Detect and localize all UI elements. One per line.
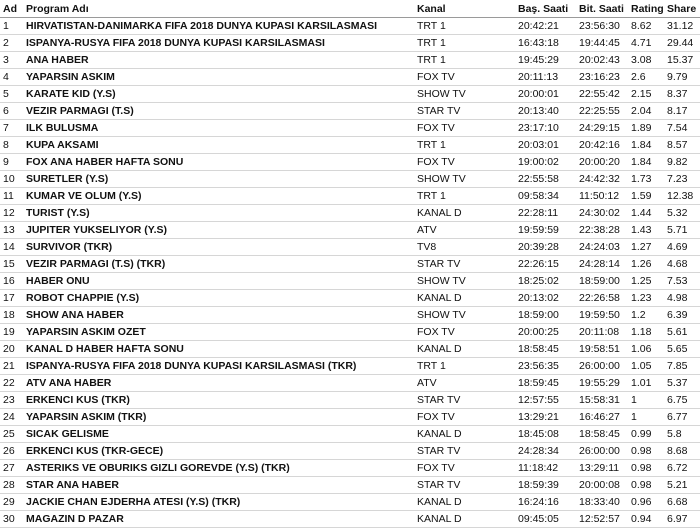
share-cell: 5.21 — [665, 477, 700, 494]
channel-cell: TRT 1 — [415, 358, 516, 375]
end-time-cell: 15:58:31 — [577, 392, 629, 409]
table-row — [0, 477, 700, 494]
end-time-cell: 19:58:51 — [577, 341, 629, 358]
start-time-cell: 22:28:11 — [516, 205, 577, 222]
rank-cell: 22 — [0, 375, 24, 392]
channel-cell: STAR TV — [415, 443, 516, 460]
table-row — [0, 511, 700, 528]
rank-cell: 2 — [0, 35, 24, 52]
start-time-cell: 18:58:45 — [516, 341, 577, 358]
rank-cell: 3 — [0, 52, 24, 69]
start-time-cell: 12:57:55 — [516, 392, 577, 409]
end-time-cell: 11:50:12 — [577, 188, 629, 205]
share-cell: 12.38 — [665, 188, 700, 205]
channel-cell: FOX TV — [415, 154, 516, 171]
share-cell: 7.23 — [665, 171, 700, 188]
end-time-cell: 19:44:45 — [577, 35, 629, 52]
share-cell: 9.82 — [665, 154, 700, 171]
share-cell: 5.65 — [665, 341, 700, 358]
rating-cell: 1.05 — [629, 358, 665, 375]
program-cell: JACKIE CHAN EJDERHA ATESI (Y.S) (TKR) — [24, 494, 415, 511]
header-row — [0, 0, 700, 18]
rank-cell: 9 — [0, 154, 24, 171]
channel-cell: KANAL D — [415, 341, 516, 358]
start-time-cell: 24:28:34 — [516, 443, 577, 460]
share-cell: 5.32 — [665, 205, 700, 222]
rating-cell: 0.94 — [629, 511, 665, 528]
rank-cell: 7 — [0, 120, 24, 137]
rank-cell: 13 — [0, 222, 24, 239]
channel-cell: FOX TV — [415, 324, 516, 341]
end-time-cell: 24:42:32 — [577, 171, 629, 188]
header-program[interactable]: Program Adı — [24, 0, 415, 18]
program-cell: VEZIR PARMAGI (T.S) — [24, 103, 415, 120]
end-time-cell: 24:24:03 — [577, 239, 629, 256]
program-cell: SURVIVOR (TKR) — [24, 239, 415, 256]
share-cell: 4.98 — [665, 290, 700, 307]
header-end-time[interactable]: Bit. Saati — [577, 0, 629, 18]
program-cell: ISPANYA-RUSYA FIFA 2018 DUNYA KUPASI KARSILASMASI (TKR) — [24, 358, 415, 375]
rank-cell: 23 — [0, 392, 24, 409]
share-cell: 5.8 — [665, 426, 700, 443]
rank-cell: 28 — [0, 477, 24, 494]
rating-cell: 4.71 — [629, 35, 665, 52]
table-row — [0, 120, 700, 137]
start-time-cell: 20:39:28 — [516, 239, 577, 256]
rating-cell: 1.89 — [629, 120, 665, 137]
rating-cell: 1.59 — [629, 188, 665, 205]
table-row — [0, 256, 700, 273]
share-cell: 6.68 — [665, 494, 700, 511]
rating-cell: 1.01 — [629, 375, 665, 392]
program-cell: ISPANYA-RUSYA FIFA 2018 DUNYA KUPASI KARSILASMASI — [24, 35, 415, 52]
share-cell: 7.85 — [665, 358, 700, 375]
channel-cell: TRT 1 — [415, 52, 516, 69]
table-row — [0, 324, 700, 341]
start-time-cell: 11:18:42 — [516, 460, 577, 477]
end-time-cell: 20:00:08 — [577, 477, 629, 494]
channel-cell: FOX TV — [415, 460, 516, 477]
channel-cell: TRT 1 — [415, 188, 516, 205]
channel-cell: ATV — [415, 222, 516, 239]
program-cell: ERKENCI KUS (TKR) — [24, 392, 415, 409]
program-cell: ERKENCI KUS (TKR-GECE) — [24, 443, 415, 460]
end-time-cell: 24:28:14 — [577, 256, 629, 273]
channel-cell: FOX TV — [415, 409, 516, 426]
channel-cell: STAR TV — [415, 103, 516, 120]
rank-cell: 29 — [0, 494, 24, 511]
table-row — [0, 18, 700, 35]
channel-cell: KANAL D — [415, 426, 516, 443]
program-cell: VEZIR PARMAGI (T.S) (TKR) — [24, 256, 415, 273]
start-time-cell: 20:00:01 — [516, 86, 577, 103]
end-time-cell: 18:58:45 — [577, 426, 629, 443]
rank-cell: 18 — [0, 307, 24, 324]
program-cell: ROBOT CHAPPIE (Y.S) — [24, 290, 415, 307]
rank-cell: 26 — [0, 443, 24, 460]
start-time-cell: 18:59:39 — [516, 477, 577, 494]
program-cell: ASTERIKS VE OBURIKS GIZLI GOREVDE (Y.S) (TKR) — [24, 460, 415, 477]
rating-cell: 3.08 — [629, 52, 665, 69]
table-row — [0, 69, 700, 86]
share-cell: 7.53 — [665, 273, 700, 290]
rating-cell: 1.84 — [629, 137, 665, 154]
end-time-cell: 12:52:57 — [577, 511, 629, 528]
rank-cell: 17 — [0, 290, 24, 307]
program-cell: YAPARSIN ASKIM — [24, 69, 415, 86]
end-time-cell: 18:33:40 — [577, 494, 629, 511]
program-cell: TURIST (Y.S) — [24, 205, 415, 222]
table-header — [0, 0, 700, 18]
program-cell: HABER ONU — [24, 273, 415, 290]
rank-cell: 1 — [0, 18, 24, 35]
start-time-cell: 18:45:08 — [516, 426, 577, 443]
table-row — [0, 205, 700, 222]
channel-cell: SHOW TV — [415, 86, 516, 103]
rank-cell: 8 — [0, 137, 24, 154]
channel-cell: FOX TV — [415, 69, 516, 86]
end-time-cell: 22:55:42 — [577, 86, 629, 103]
table-row — [0, 358, 700, 375]
header-start-time[interactable]: Baş. Saati — [516, 0, 577, 18]
share-cell: 9.79 — [665, 69, 700, 86]
table-row — [0, 443, 700, 460]
share-cell: 8.37 — [665, 86, 700, 103]
end-time-cell: 23:16:23 — [577, 69, 629, 86]
rating-cell: 1.18 — [629, 324, 665, 341]
table-row — [0, 154, 700, 171]
end-time-cell: 22:38:28 — [577, 222, 629, 239]
start-time-cell: 20:13:40 — [516, 103, 577, 120]
share-cell: 8.68 — [665, 443, 700, 460]
share-cell: 6.97 — [665, 511, 700, 528]
table-row — [0, 460, 700, 477]
end-time-cell: 26:00:00 — [577, 443, 629, 460]
table-row — [0, 188, 700, 205]
header-kanal[interactable]: Kanal — [415, 0, 516, 18]
channel-cell: STAR TV — [415, 392, 516, 409]
table-row — [0, 137, 700, 154]
end-time-cell: 16:46:27 — [577, 409, 629, 426]
table-row — [0, 35, 700, 52]
rank-cell: 19 — [0, 324, 24, 341]
program-cell: ANA HABER — [24, 52, 415, 69]
share-cell: 6.75 — [665, 392, 700, 409]
end-time-cell: 18:59:00 — [577, 273, 629, 290]
start-time-cell: 22:55:58 — [516, 171, 577, 188]
start-time-cell: 20:03:01 — [516, 137, 577, 154]
rating-cell: 1.26 — [629, 256, 665, 273]
share-cell: 5.61 — [665, 324, 700, 341]
channel-cell: TRT 1 — [415, 35, 516, 52]
share-cell: 6.39 — [665, 307, 700, 324]
rank-cell: 21 — [0, 358, 24, 375]
share-cell: 5.71 — [665, 222, 700, 239]
rating-cell: 2.6 — [629, 69, 665, 86]
table-body — [0, 18, 700, 528]
channel-cell: FOX TV — [415, 120, 516, 137]
header-rating[interactable]: Rating — [629, 0, 665, 18]
share-cell: 29.44 — [665, 35, 700, 52]
program-cell: ILK BULUSMA — [24, 120, 415, 137]
table-row — [0, 409, 700, 426]
table-row — [0, 290, 700, 307]
rank-cell: 25 — [0, 426, 24, 443]
rating-cell: 0.99 — [629, 426, 665, 443]
channel-cell: TRT 1 — [415, 18, 516, 35]
rating-cell: 8.62 — [629, 18, 665, 35]
program-cell: YAPARSIN ASKIM OZET — [24, 324, 415, 341]
end-time-cell: 20:02:43 — [577, 52, 629, 69]
rank-cell: 12 — [0, 205, 24, 222]
channel-cell: STAR TV — [415, 256, 516, 273]
rating-cell: 1.25 — [629, 273, 665, 290]
rank-cell: 20 — [0, 341, 24, 358]
table-row — [0, 392, 700, 409]
end-time-cell: 24:29:15 — [577, 120, 629, 137]
start-time-cell: 22:26:15 — [516, 256, 577, 273]
start-time-cell: 09:58:34 — [516, 188, 577, 205]
header-share[interactable]: Share — [665, 0, 700, 18]
rank-cell: 16 — [0, 273, 24, 290]
channel-cell: KANAL D — [415, 290, 516, 307]
rating-cell: 2.04 — [629, 103, 665, 120]
rating-cell: 1.43 — [629, 222, 665, 239]
table-row — [0, 341, 700, 358]
header-rank[interactable]: Ad — [0, 0, 24, 18]
start-time-cell: 20:42:21 — [516, 18, 577, 35]
share-cell: 6.77 — [665, 409, 700, 426]
end-time-cell: 19:59:50 — [577, 307, 629, 324]
program-cell: YAPARSIN ASKIM (TKR) — [24, 409, 415, 426]
start-time-cell: 23:56:35 — [516, 358, 577, 375]
channel-cell: ATV — [415, 375, 516, 392]
rating-cell: 0.96 — [629, 494, 665, 511]
program-cell: SHOW ANA HABER — [24, 307, 415, 324]
program-cell: MAGAZIN D PAZAR — [24, 511, 415, 528]
rating-cell: 1 — [629, 392, 665, 409]
start-time-cell: 20:13:02 — [516, 290, 577, 307]
program-cell: KARATE KID (Y.S) — [24, 86, 415, 103]
end-time-cell: 19:55:29 — [577, 375, 629, 392]
rank-cell: 4 — [0, 69, 24, 86]
program-cell: JUPITER YUKSELIYOR (Y.S) — [24, 222, 415, 239]
start-time-cell: 16:43:18 — [516, 35, 577, 52]
end-time-cell: 13:29:11 — [577, 460, 629, 477]
rank-cell: 11 — [0, 188, 24, 205]
end-time-cell: 24:30:02 — [577, 205, 629, 222]
channel-cell: KANAL D — [415, 205, 516, 222]
channel-cell: SHOW TV — [415, 273, 516, 290]
program-cell: SURETLER (Y.S) — [24, 171, 415, 188]
channel-cell: TV8 — [415, 239, 516, 256]
program-cell: FOX ANA HABER HAFTA SONU — [24, 154, 415, 171]
start-time-cell: 20:11:13 — [516, 69, 577, 86]
program-cell: SICAK GELISME — [24, 426, 415, 443]
table-row — [0, 273, 700, 290]
start-time-cell: 19:00:02 — [516, 154, 577, 171]
share-cell: 4.68 — [665, 256, 700, 273]
start-time-cell: 18:25:02 — [516, 273, 577, 290]
rating-cell: 2.15 — [629, 86, 665, 103]
rating-cell: 0.98 — [629, 477, 665, 494]
start-time-cell: 20:00:25 — [516, 324, 577, 341]
rating-cell: 1 — [629, 409, 665, 426]
start-time-cell: 18:59:45 — [516, 375, 577, 392]
channel-cell: SHOW TV — [415, 307, 516, 324]
end-time-cell: 20:42:16 — [577, 137, 629, 154]
end-time-cell: 22:25:55 — [577, 103, 629, 120]
rank-cell: 15 — [0, 256, 24, 273]
start-time-cell: 16:24:16 — [516, 494, 577, 511]
rank-cell: 30 — [0, 511, 24, 528]
channel-cell: SHOW TV — [415, 171, 516, 188]
rank-cell: 5 — [0, 86, 24, 103]
table-row — [0, 52, 700, 69]
channel-cell: KANAL D — [415, 511, 516, 528]
table-row — [0, 86, 700, 103]
rank-cell: 14 — [0, 239, 24, 256]
program-cell: KANAL D HABER HAFTA SONU — [24, 341, 415, 358]
rating-cell: 0.98 — [629, 460, 665, 477]
start-time-cell: 18:59:00 — [516, 307, 577, 324]
program-cell: STAR ANA HABER — [24, 477, 415, 494]
share-cell: 15.37 — [665, 52, 700, 69]
rating-cell: 1.23 — [629, 290, 665, 307]
table-row — [0, 494, 700, 511]
table-row — [0, 239, 700, 256]
rating-cell: 1.73 — [629, 171, 665, 188]
rating-cell: 1.2 — [629, 307, 665, 324]
program-cell: KUPA AKSAMI — [24, 137, 415, 154]
rank-cell: 10 — [0, 171, 24, 188]
table-row — [0, 171, 700, 188]
channel-cell: STAR TV — [415, 477, 516, 494]
table-row — [0, 307, 700, 324]
rank-cell: 6 — [0, 103, 24, 120]
share-cell: 6.72 — [665, 460, 700, 477]
rank-cell: 24 — [0, 409, 24, 426]
share-cell: 31.12 — [665, 18, 700, 35]
start-time-cell: 19:45:29 — [516, 52, 577, 69]
program-cell: ATV ANA HABER — [24, 375, 415, 392]
share-cell: 8.17 — [665, 103, 700, 120]
rating-cell: 1.84 — [629, 154, 665, 171]
start-time-cell: 09:45:05 — [516, 511, 577, 528]
share-cell: 8.57 — [665, 137, 700, 154]
channel-cell: TRT 1 — [415, 137, 516, 154]
table-row — [0, 375, 700, 392]
end-time-cell: 26:00:00 — [577, 358, 629, 375]
rating-cell: 1.06 — [629, 341, 665, 358]
end-time-cell: 22:26:58 — [577, 290, 629, 307]
table-row — [0, 222, 700, 239]
rank-cell: 27 — [0, 460, 24, 477]
end-time-cell: 20:11:08 — [577, 324, 629, 341]
channel-cell: KANAL D — [415, 494, 516, 511]
start-time-cell: 13:29:21 — [516, 409, 577, 426]
program-cell: HIRVATISTAN-DANIMARKA FIFA 2018 DUNYA KUPASI KARSILASMASI — [24, 18, 415, 35]
end-time-cell: 23:56:30 — [577, 18, 629, 35]
program-cell: KUMAR VE OLUM (Y.S) — [24, 188, 415, 205]
share-cell: 7.54 — [665, 120, 700, 137]
table-row — [0, 103, 700, 120]
rating-cell: 1.44 — [629, 205, 665, 222]
share-cell: 5.37 — [665, 375, 700, 392]
start-time-cell: 23:17:10 — [516, 120, 577, 137]
end-time-cell: 20:00:20 — [577, 154, 629, 171]
share-cell: 4.69 — [665, 239, 700, 256]
rating-cell: 1.27 — [629, 239, 665, 256]
table-row — [0, 426, 700, 443]
rating-cell: 0.98 — [629, 443, 665, 460]
start-time-cell: 19:59:59 — [516, 222, 577, 239]
